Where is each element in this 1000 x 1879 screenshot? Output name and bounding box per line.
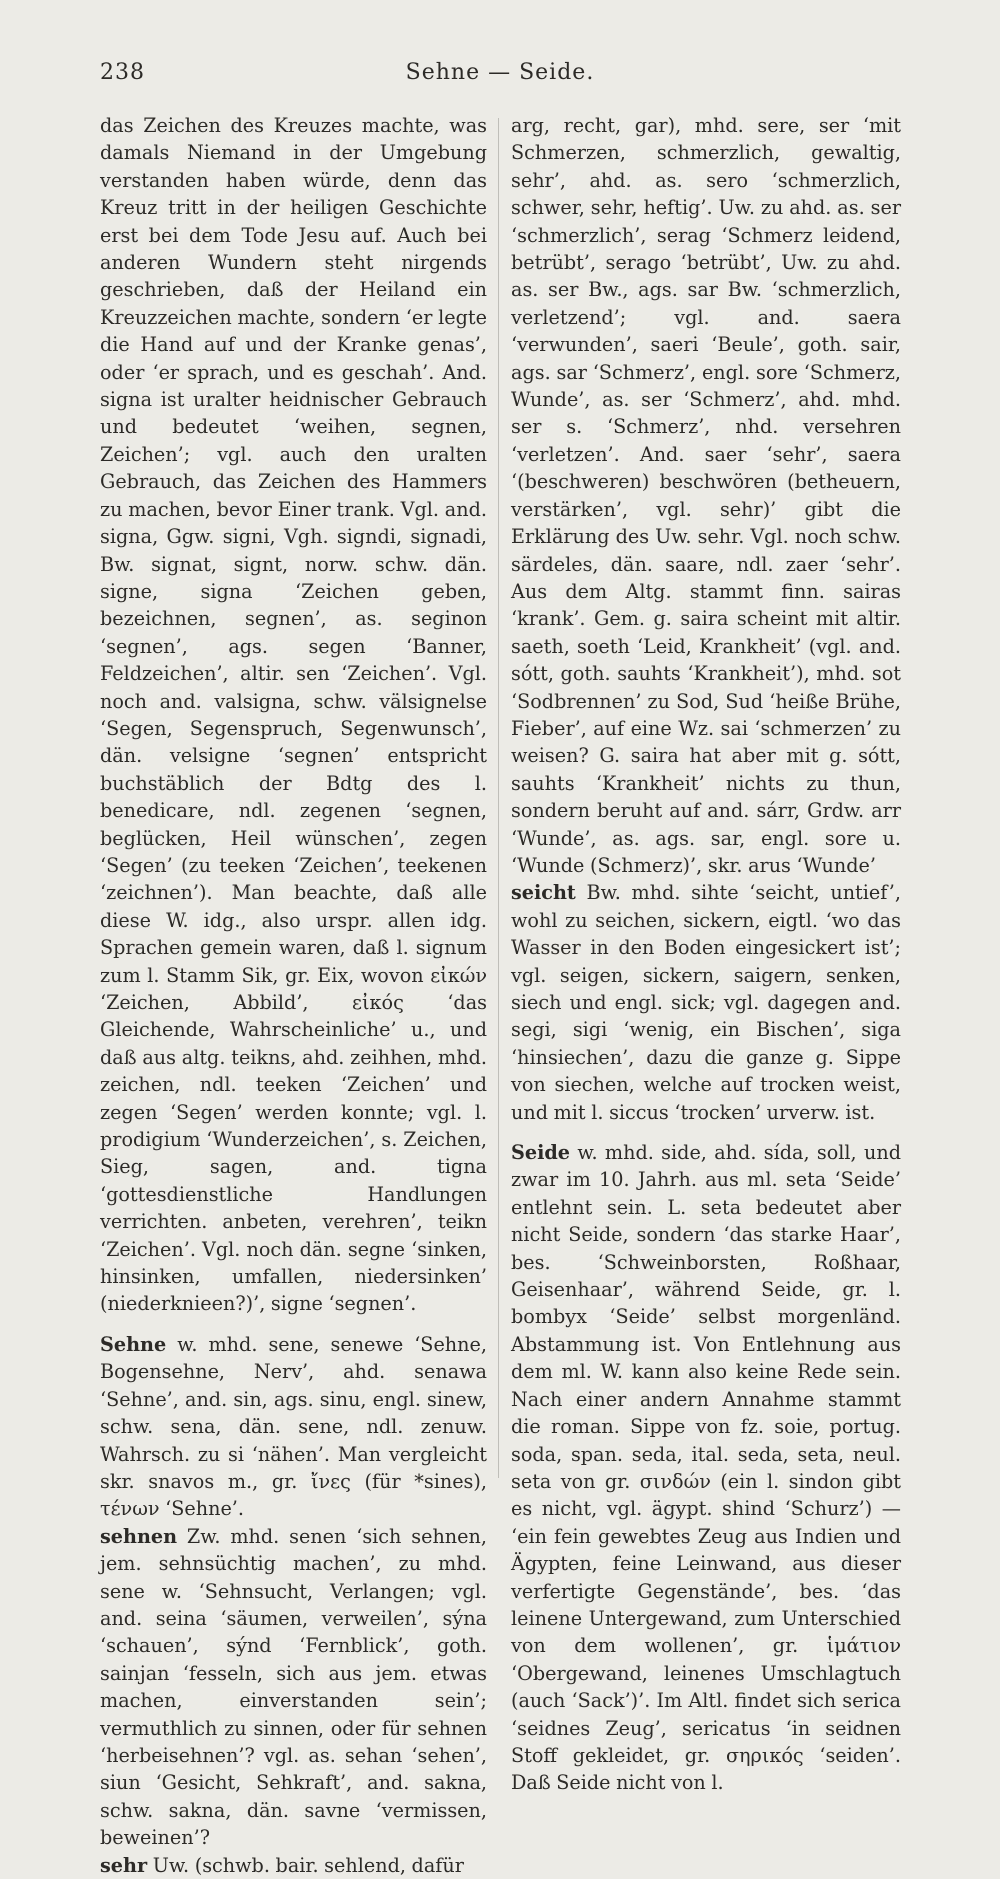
- entry-text: Uw. (schwb. bair. sehlend, dafür: [152, 1853, 464, 1877]
- entry-seide: [511, 1139, 901, 1797]
- column-divider: [498, 118, 499, 1478]
- headword: Seide: [511, 1141, 570, 1165]
- entry-text: Bw. mhd. sihte ‘seicht, untief’, wohl zu seichen, sickern, eigtl. ‘wo das Wasser in den Boden eingesickert ist’; vgl. seigen, sickern, saigern, senken, siech und engl. sick; vgl. dagegen and. segi, sigi ‘wenig, ein Bischen’, siga ‘hinsiechen’, dazu die ganze g. Sippe von siechen, welche auf trocken weist, und mit l. siccus ‘trocken’ urverw. ist.: [511, 881, 901, 1124]
- entry-text: Zw. mhd. senen ‘sich sehnen, jem. sehnsüchtig machen’, zu mhd. sene w. ‘Sehnsucht, Verlangen; vgl. and. seina ‘säumen, verweilen’, sýna ‘schauen’, sýnd ‘Fernblick’, goth. sainjan ‘fesseln, sich aus jem. etwas machen, einverstanden sein’; vermuthlich zu sinnen, oder für sehnen ‘herbeisehnen’? vgl. as. sehan ‘sehen’, siun ‘Gesicht, Sehkraft’, and. sakna, schw. sakna, dän. savne ‘vermissen, beweinen’?: [100, 1524, 487, 1850]
- continuation-text: das Zeichen des Kreuzes machte, was damals Niemand in der Umgebung verstanden haben würde, denn das Kreuz tritt in der heiligen Geschichte erst bei dem Tode Jesu auf. Auch bei anderen Wundern steht nirgends geschrieben, daß der Heiland ein Kreuzzeichen machte, sondern ‘er legte die Hand auf und der Kranke genas’, oder ‘er sprach, und es geschah’. And. signa ist uralter heidnischer Gebrauch und bedeutet ‘weihen, segnen, Zeichen’; vgl. auch den uralten Gebrauch, das Zeichen des Hammers zu machen, bevor Einer trank. Vgl. and. signa, Ggw. signi, Vgh. signdi, signadi, Bw. signat, signt, norw. schw. dän. signe, signa ‘Zeichen geben, bezeichnen, segnen’, as. seginon ‘segnen’, ags. segen ‘Banner, Feldzeichen’, altir. sen ‘Zeichen’. Vgl. noch and. valsigna, schw. välsignelse ‘Segen, Segenspruch, Segenwunsch’, dän. velsigne ‘segnen’ entspricht buchstäblich der Bdtg des l. benedicare, ndl. zegenen ‘segnen, beglücken, Heil wünschen’, zegen ‘Segen’ (zu teeken ‘Zeichen’, teekenen ‘zeichnen’). Man beachte, daß alle diese W. idg., also urspr. allen idg. Sprachen gemein waren, daß l. signum zum l. Stamm Sik, gr. Eix, wovon εἰκών ‘Zeichen, Abbild’, εἰκός ‘das Gleichende, Wahrscheinliche’ u., und daß aus altg. teikns, ahd. zeihhen, mhd. zeichen, ndl. teeken ‘Zeichen’ und zegen ‘Segen’ werden konnte; vgl. l. prodigium ‘Wunderzeichen’, s. Zeichen, Sieg, sagen, and. tigna ‘gottesdienstliche Handlungen verrichten. anbeten, verehren’, teikn ‘Zeichen’. Vgl. noch dän. segne ‘sinken, hinsinken, umfallen, niedersinken’ (niederknieen?)’, signe ‘segnen’.: [100, 114, 487, 1316]
- entry-seicht: [511, 879, 901, 1126]
- page-number: 238: [100, 60, 145, 85]
- entry-text: w. mhd. side, ahd. sída, soll, und zwar im 10. Jahrh. aus ml. seta ‘Seide’ entlehnt sein. L. seta bedeutet aber nicht Seide, sondern ‘das starke Haar’, bes. ‘Schweinborsten, Roßhaar, Geisenhaar’, während Seide, gr. l. bombyx ‘Seide’ selbst morgenländ. Abstammung ist. Von Entlehnung aus dem ml. W. kann also keine Rede sein. Nach einer andern Annahme stammt die roman. Sippe von fz. soie, portug. soda, span. seda, ital. seda, seta, neul. seta von gr. σινδών (ein l. sindon gibt es nicht, vgl. ägypt. shind ‘Schurz’) — ‘ein fein gewebtes Zeug aus Indien und Ägypten, feine Leinwand, aus dieser verfertigte Gegenstände’, bes. ‘das leinene Untergewand, zum Unterschied von dem wollenen’, gr. ἱμάτιον ‘Obergewand, leinenes Umschlagtuch (auch ‘Sack’)’. Im Altl. findet sich serica ‘seidnes Zeug’, sericatus ‘in seidnen Stoff gekleidet, gr. σηρικός ‘seiden’. Daß Seide nicht von l.: [511, 1141, 901, 1795]
- entry-sehr: [100, 1852, 487, 1879]
- left-column: [100, 112, 487, 1877]
- entry-sehne: [100, 1331, 487, 1523]
- headword: Sehne: [100, 1332, 167, 1356]
- entry-sehnen: [100, 1523, 487, 1852]
- right-column: [511, 112, 901, 1795]
- running-head: Sehne — Seide.: [405, 60, 595, 85]
- headword: sehr: [100, 1853, 148, 1877]
- headword: sehnen: [100, 1524, 178, 1548]
- entry-text: w. mhd. sene, senewe ‘Sehne, Bogensehne, Nerv’, ahd. senawa ‘Sehne’, and. sin, ags. sinu, engl. sinew, schw. sena, dän. sene, ndl. zenuw. Wahrsch. zu si ‘nähen’. Man vergleicht skr. snavos m., gr. ἴνες (für *sines), τένων ‘Sehne’.: [100, 1332, 487, 1521]
- continuation-text: arg, recht, gar), mhd. sere, ser ‘mit Schmerzen, schmerzlich, gewaltig, sehr’, ahd. as. sero ‘schmerzlich, schwer, sehr, heftig’. Uw. zu ahd. as. ser ‘schmerzlich’, serag ‘Schmerz leidend, betrübt’, serago ‘betrübt’, Uw. zu ahd. as. ser Bw., ags. sar Bw. ‘schmerzlich, verletzend’; vgl. and. saera ‘verwunden’, saeri ‘Beule’, goth. sair, ags. sar ‘Schmerz’, engl. sore ‘Schmerz, Wunde’, as. ser ‘Schmerz’, ahd. mhd. ser s. ‘Schmerz’, nhd. versehren ‘verletzen’. And. saer ‘sehr’, saera ‘(beschweren) beschwören (betheuern, verstärken’, vgl. sehr)’ gibt die Erklärung des Uw. sehr. Vgl. noch schw. särdeles, dän. saare, ndl. zaer ‘sehr’. Aus dem Altg. stammt finn. sairas ‘krank’. Gem. g. saira scheint mit altir. saeth, soeth ‘Leid, Krankheit’ (vgl. and. sótt, goth. sauhts ‘Krankheit’), mhd. sot ‘Sodbrennen’ zu Sod, Sud ‘heiße Brühe, Fieber’, auf eine Wz. sai ‘schmerzen’ zu weisen? G. saira hat aber mit g. sótt, sauhts ‘Krankheit’ nichts zu thun, sondern beruht auf and. sárr, Grdw. arr ‘Wunde’, as. ags. sar, engl. sore u. ‘Wunde (Schmerz)’, skr. arus ‘Wunde’: [511, 114, 901, 877]
- headword: seicht: [511, 881, 576, 905]
